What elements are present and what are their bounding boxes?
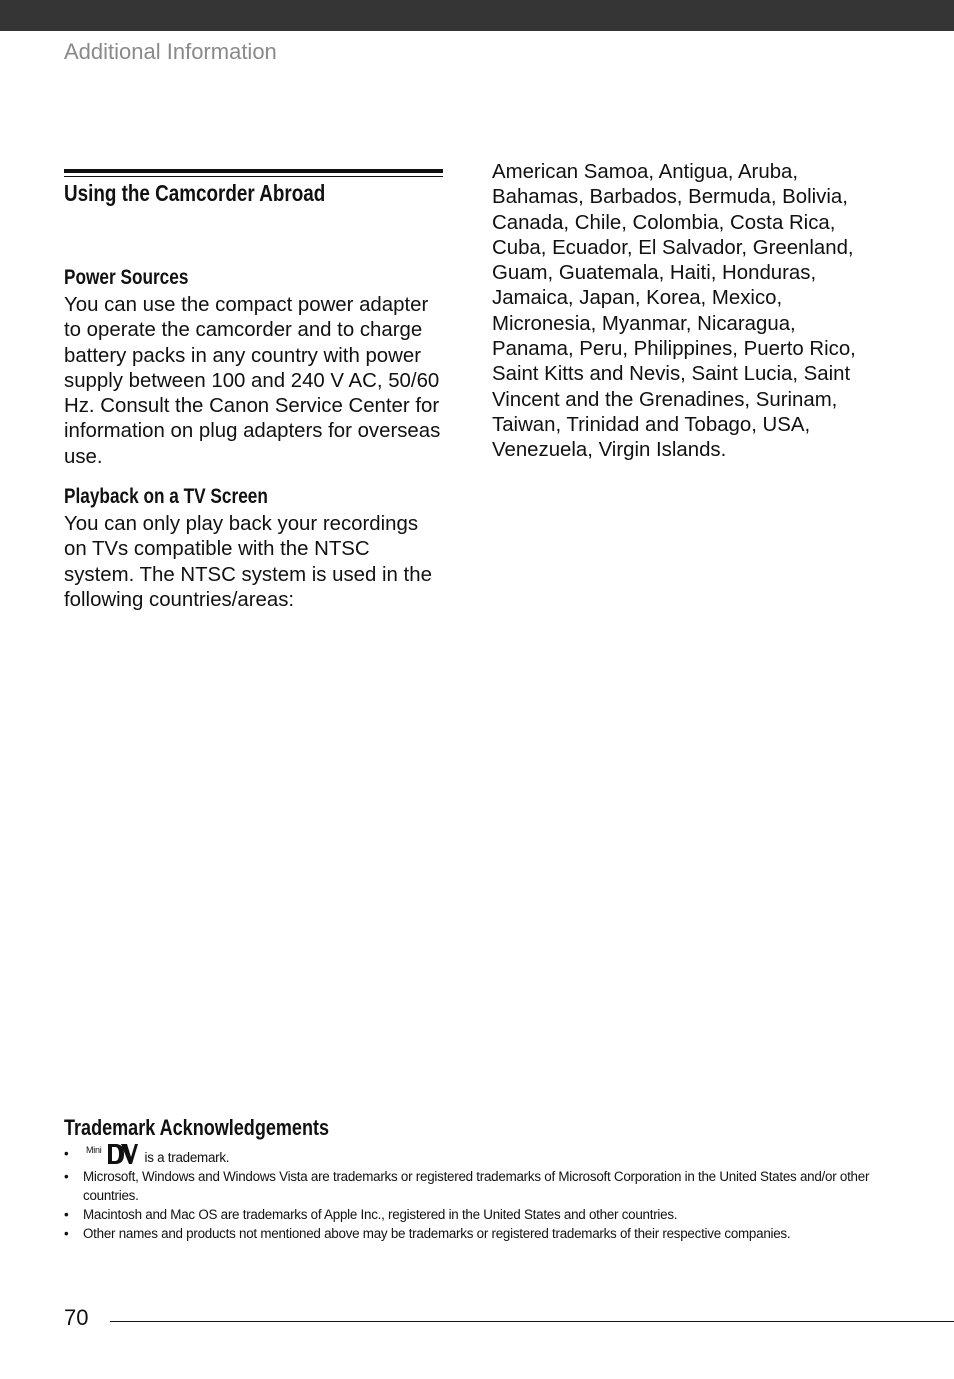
trademark-heading: Trademark Acknowledgements xyxy=(64,1115,330,1140)
footer-rule xyxy=(110,1321,954,1322)
trademark-item-minidv xyxy=(64,1145,884,1168)
power-sources-heading: Power Sources xyxy=(64,266,189,289)
playback-heading: Playback on a TV Screen xyxy=(64,485,268,508)
trademark-text: is a trademark. xyxy=(141,1150,230,1165)
ntsc-countries-text: American Samoa, Antigua, Aruba, Bahamas, Barbados, Bermuda, Bolivia, Canada, Chile, Colombia, Costa Rica, Cuba, Ecuador, El Salvador, Greenland, Guam, Guatemala, Haiti, Honduras, Jamaica, Japan, Korea, Mexico, Micronesia, Myanmar, Nicaragua, Panama, Peru, Philippines, Puerto Rico, Saint Kitts and Nevis, Saint Lucia, Saint Vincent and the Grenadines, Surinam, Taiwan, Trinidad and Tobago, USA, Venezuela, Virgin Islands. xyxy=(492,161,856,462)
trademark-item xyxy=(64,1225,884,1244)
playback-text: You can only play back your recordings on TVs compatible with the NTSC system. The NTSC system is used in the following countries/areas: xyxy=(64,513,432,611)
bullet: • xyxy=(64,1206,69,1222)
heading-rule xyxy=(64,169,443,173)
trademark-text: Macintosh and Mac OS are trademarks of Apple Inc., registered in the United States and other countries. xyxy=(83,1206,678,1222)
power-sources-text: You can use the compact power adapter to operate the camcorder and to charge battery packs in any country with power supply between 100 and 240 V AC, 50/60 Hz. Consult the Canon Service Center for information on plug adapters for overseas use. xyxy=(64,294,441,468)
trademark-list xyxy=(64,1145,884,1244)
bullet: • xyxy=(64,1169,69,1185)
minidv-logo-mini-text: Mini xyxy=(86,1145,102,1155)
minidv-logo-mark xyxy=(107,1143,139,1165)
minidv-logo xyxy=(83,1145,141,1165)
header-bar xyxy=(0,0,954,31)
page-number: 70 xyxy=(64,1305,89,1330)
bullet: • xyxy=(64,1225,69,1241)
heading-rule-thin xyxy=(64,176,443,177)
trademark-item xyxy=(64,1206,884,1225)
section-label: Additional Information xyxy=(64,39,277,64)
trademark-text: Microsoft, Windows and Windows Vista are trademarks or registered trademarks of Microsoft Corporation in the United States and/or other countries. xyxy=(83,1169,870,1203)
trademark-item xyxy=(64,1168,884,1205)
trademark-text: Other names and products not mentioned above may be trademarks or registered trademarks of their respective companies. xyxy=(83,1225,791,1241)
page-heading: Using the Camcorder Abroad xyxy=(64,180,326,206)
bullet: • xyxy=(64,1146,69,1161)
